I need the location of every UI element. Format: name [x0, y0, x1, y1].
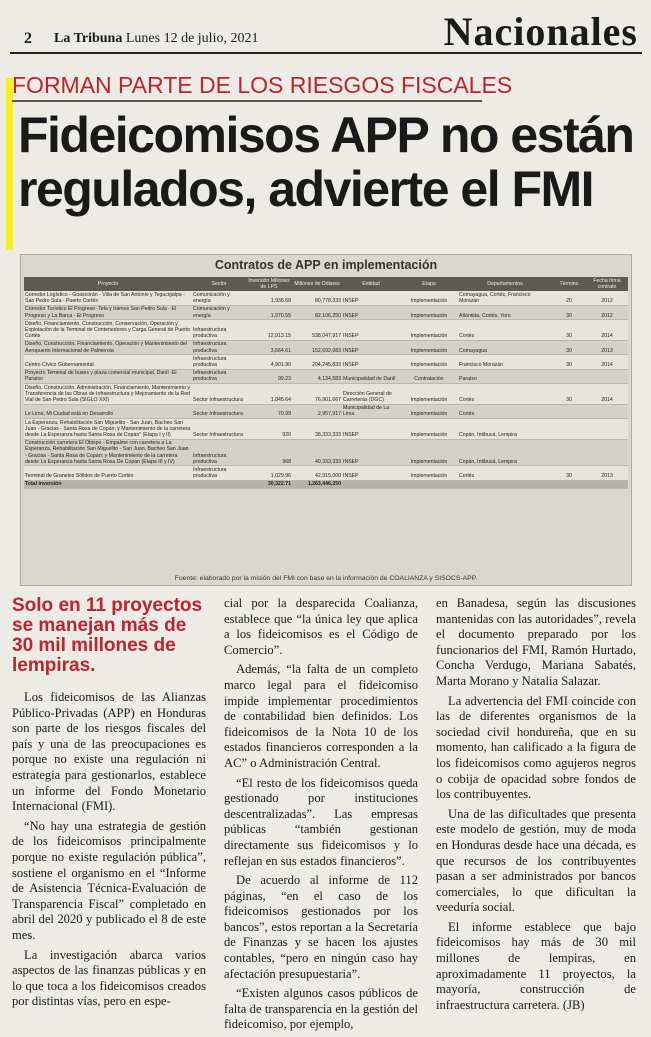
- article-paragraph: De acuerdo al informe de 112 páginas, “en el caso de los fideicomisos gestionados por los bancos”, estos reportan a la Secretaría de Finanzas y se hacen los ajustes contables, “pero en ningún caso hay afectación presupuestaria”.: [224, 873, 418, 981]
- table-cell: Implementación: [400, 404, 458, 418]
- table-cell: Diseño, Construcción, Financiamiento, Operación y Mantenimiento del Aeropuerto Internacional de Palmerola: [24, 340, 192, 354]
- table-cell: La Esperanza, Rehabilitación San Miguelito - San Juan, Bacheo San Juan - Gracias - Santa Rosa de Copán; y Mantenimiento de la carretera desde La Esperanza hasta Santa Rosa de Copán" (Etapa I y II): [25, 419, 191, 438]
- table-cell: 30: [552, 305, 586, 319]
- table-cell: INSEP: [342, 305, 400, 319]
- table-cell: 920: [246, 419, 292, 440]
- table-header-row: [24, 277, 628, 291]
- table-cell: Implementación: [400, 384, 458, 405]
- table-cell: 4,901.90: [246, 355, 292, 369]
- table-cell: 76,901,667: [292, 384, 342, 405]
- table-row: [24, 340, 628, 354]
- table-cell: Infraestructura productiva: [192, 369, 246, 383]
- table-cell: Implementación: [400, 291, 458, 305]
- table-cell: 1,845.64: [246, 384, 292, 405]
- article-subhead: Solo en 11 proyectos se manejan más de 30 mil millones de lempiras.: [12, 595, 203, 676]
- app-contracts-table: [20, 254, 632, 586]
- table-cell: INSEP: [342, 355, 400, 369]
- table-cell: 2,957,917: [292, 404, 342, 418]
- table-cell: 2012: [586, 305, 628, 319]
- table-row: [24, 419, 628, 440]
- table-cell: 12,913.15: [246, 320, 292, 341]
- table-cell: [552, 439, 586, 466]
- table-row: [24, 305, 628, 319]
- table-cell: Municipalidad de La Lima: [342, 404, 400, 418]
- table-cell: Infraestructura productiva: [192, 439, 246, 466]
- table-cell: 30,322.71: [246, 480, 292, 488]
- contracts-table: [24, 277, 628, 489]
- table-cell: Diseño, Financiamiento, Construcción, Conservación, Operación y Explotación de la Terminal de Contenedores y Carga General de Puerto Cortés: [25, 320, 191, 340]
- table-row: [24, 320, 628, 341]
- table-cell: 30: [552, 384, 586, 405]
- table-cell: [586, 439, 628, 466]
- article-paragraph: Una de las dificultades que presenta este modelo de gestión, muy de moda en Honduras desde hace una década, es que recursos de los contribuyentes pasan a ser administrados por bancos comerciales, lo que dificultan la veeduría social.: [436, 806, 636, 915]
- article-paragraph: La investigación abarca varios aspectos de las finanzas públicas y en lo que toca a los fideicomisos creados por distintas vías, pero en espe-: [12, 947, 206, 1009]
- masthead: [10, 8, 642, 54]
- table-cell: Comunicación y energía: [192, 291, 246, 305]
- table-cell: 30: [552, 355, 586, 369]
- table-cell: 2014: [586, 355, 628, 369]
- table-cell: INSEP: [342, 340, 400, 354]
- table-cell: Dirección General de Carreteras (DGC): [342, 384, 400, 405]
- table-cell: Comayagua: [458, 340, 552, 354]
- table-cell: Implementación: [400, 320, 458, 341]
- table-cell: INSEP: [342, 439, 400, 466]
- article-column-2: [224, 596, 418, 1037]
- table-cell: 3,664.61: [246, 340, 292, 354]
- table-cell: [586, 369, 628, 383]
- table-cell: Diseño, Construcción, Administración, Financiamiento, Mantenimiento y Transferencia de las Obras de Infraestructura y Mejoramiento de la Red Vial de San Pedro Sula (SIGLO XXI): [25, 384, 191, 403]
- table-cell: Municipalidad de Danlí: [342, 369, 400, 383]
- table-row: [24, 439, 628, 466]
- table-cell: Francisco Morazán: [458, 355, 552, 369]
- table-title: Contratos de APP en implementación: [214, 258, 438, 272]
- table-cell: [552, 480, 586, 488]
- issue-date: Lunes 12 de julio, 2021: [125, 31, 259, 46]
- table-cell: Corredor Logístico - Goascorán - Villa de San Antonio y Tegucigalpa - San Pedro Sula - Puerto Cortés: [24, 291, 192, 305]
- header-cell: Departamentos: [458, 277, 552, 291]
- paper-name: La Tribuna: [54, 31, 123, 46]
- article-paragraph: La advertencia del FMI coincide con las de diferentes organismos de la sociedad civil hondureña, que en su momento, han calificado a la figura de los fideicomisos como agujeros negros o cobija de opacidad sobre fondos de los contribuyentes.: [436, 693, 636, 802]
- table-cell: 1,029.96: [246, 466, 292, 480]
- page-number: 2: [24, 30, 32, 47]
- kicker: FORMAN PARTE DE LOS RIESGOS FISCALES: [12, 70, 482, 102]
- table-cell: Implementación: [400, 305, 458, 319]
- table-row: [24, 466, 628, 480]
- table-cell: [192, 480, 246, 488]
- article-paragraph: “El resto de los fideicomisos queda gestionado por instituciones descentralizadas”. Las empresas públicas “también gestionan directamente sus fideicomisos y lo reflejan en sus estados financieros”.: [224, 775, 418, 868]
- table-cell: [342, 480, 400, 488]
- table-cell: Infraestructura productiva: [192, 355, 246, 369]
- article-column-3: [436, 596, 636, 1017]
- article-paragraph: “No hay una estrategia de gestión de los fideicomisos principalmente porque no existe regulación pública”, sostiene el organismo en el “Informe de Asistencia Técnica-Evaluación de Transparencia Fiscal” completado en abril del 2020 y publicado el 8 de este mes.: [12, 818, 206, 942]
- table-source: Fuente: elaborado por la misión del FMI con base en la información de COALIANZA y SISOCS-APP.: [174, 575, 478, 582]
- table-cell: 2013: [586, 340, 628, 354]
- paper-date: [54, 31, 258, 47]
- table-cell: 152,692,083: [292, 340, 342, 354]
- table-cell: Sector Infraestructura: [192, 384, 246, 405]
- table-cell: [458, 480, 552, 488]
- table-cell: 538,047,917: [292, 320, 342, 341]
- table-cell: 1,970.55: [246, 305, 292, 319]
- table-cell: [400, 480, 458, 488]
- table-cell: [586, 419, 628, 440]
- highlight-bar: [6, 78, 13, 250]
- table-cell: Implementación: [400, 466, 458, 480]
- table-cell: Implementación: [400, 419, 458, 440]
- table-row: [24, 355, 628, 369]
- headline-line-1: Fideicomisos APP no están: [18, 107, 634, 163]
- table-cell: 2012: [586, 291, 628, 305]
- table-cell: INSEP: [342, 466, 400, 480]
- table-cell: Copán, Intibucá, Lempira: [458, 419, 552, 440]
- total-row: [24, 480, 628, 488]
- header-cell: Término: [552, 277, 586, 291]
- section-title: Nacionales: [443, 9, 638, 54]
- table-row: [24, 404, 628, 418]
- table-cell: 70.99: [246, 404, 292, 418]
- table-cell: Infraestructura productiva: [192, 320, 246, 341]
- table-cell: Infraestructura productiva: [192, 466, 246, 480]
- article-paragraph: El informe establece que bajo fideicomisos hay más de 30 mil millones de lempiras, en aproximadamente 11 proyectos, la mayoría, construcción de infraestructura carretera. (JB): [436, 919, 636, 1012]
- article-paragraph: en Banadesa, según las discusiones mantenidas con las autoridades”, revela el documento preparado por los funcionarios del FMI, Ramón Hurtado, Concha Verdugo, Mariana Sabatés, Marta Morano y Natalia Salazar.: [436, 596, 636, 688]
- table-cell: 20: [552, 291, 586, 305]
- table-cell: Cortés: [458, 404, 552, 418]
- article-paragraph: Además, “la falta de un completo marco legal para el fideicomiso impide implementar procedimientos de contabilidad bien definidos. Los fideicomisos de la Nota 10 de los estados financieros corresponden a la AC” o Administración Central.: [224, 662, 418, 770]
- table-cell: 99.23: [246, 369, 292, 383]
- table-cell: 40,333,333: [292, 439, 342, 466]
- table-cell: 80,778,333: [292, 291, 342, 305]
- table-cell: [586, 480, 628, 488]
- table-cell: Comunicación y energía: [192, 305, 246, 319]
- header-cell: Sector: [192, 277, 246, 291]
- header-cell: Millones de Dólares: [292, 277, 342, 291]
- table-cell: 42,915,000: [292, 466, 342, 480]
- header-cell: Entidad: [342, 277, 400, 291]
- article-column-1: [12, 596, 206, 1014]
- table-cell: 1,938.68: [246, 291, 292, 305]
- table-cell: Infraestructura productiva: [192, 340, 246, 354]
- table-cell: Total inversión: [24, 480, 192, 488]
- table-row: [24, 384, 628, 405]
- table-cell: Terminal de Graneles Sólidos de Puerto Cortés: [24, 466, 192, 480]
- table-cell: Implementación: [400, 355, 458, 369]
- table-cell: 1,263,446,250: [292, 480, 342, 488]
- table-cell: Comayagua, Cortés, Francisco Morazán: [458, 291, 552, 305]
- table-cell: 30: [552, 340, 586, 354]
- table-cell: Cortés: [458, 320, 552, 341]
- table-cell: 2014: [586, 384, 628, 405]
- table-row: [24, 369, 628, 383]
- headline: [18, 108, 644, 216]
- table-row: [24, 291, 628, 305]
- table-cell: 30: [552, 320, 586, 341]
- table-cell: Sector Infraestructura: [192, 419, 246, 440]
- header-cell: Inversión Millones de LPS: [246, 277, 292, 291]
- header-cell: Etapa: [400, 277, 458, 291]
- table-cell: INSEP: [342, 320, 400, 341]
- table-cell: 30: [552, 466, 586, 480]
- table-cell: Sector Infraestructura: [192, 404, 246, 418]
- table-cell: 204,245,833: [292, 355, 342, 369]
- headline-line-2: regulados, advierte el FMI: [18, 161, 594, 217]
- table-cell: 82,106,250: [292, 305, 342, 319]
- article-paragraph: Los fideicomisos de las Alianzas Público-Privadas (APP) en Honduras son parte de los riesgos fiscales del país y una de las preocupaciones es porque no existe una regulación ni estrategia para gestionarlos, establece un informe del Fondo Monetario Internacional (FMI).: [12, 690, 206, 814]
- header-cell: Proyecto: [24, 277, 192, 291]
- table-cell: 38,333,333: [292, 419, 342, 440]
- article-paragraph: “Existen algunos casos públicos de falta de transparencia en la gestión del fideicomiso, por ejemplo,: [224, 986, 418, 1032]
- table-cell: [586, 404, 628, 418]
- table-cell: Construcción carretera El Obispo - Empalme con carretera a La Esperanza, Rehabilitación San Miguelito - San Juan, Bacheo San Juan - Gracias - Santa Rosa de Copán; y Mantenimiento de la carretera desde La Esperanza hasta Santa Rosa De Copán (Etapa III y IV): [24, 439, 192, 466]
- table-cell: Cortés: [458, 466, 552, 480]
- table-cell: 2013: [586, 466, 628, 480]
- table-cell: Implementación: [400, 340, 458, 354]
- table-cell: [552, 419, 586, 440]
- table-cell: 4,134,583: [292, 369, 342, 383]
- table-cell: Le Lima, Mi Ciudad está en Desarrollo: [24, 404, 192, 418]
- table-cell: Contratación: [400, 369, 458, 383]
- table-cell: Proyecto Terminal de buses y plaza comercial municipal, Danlí -El Paraíso: [24, 369, 192, 383]
- table-cell: Paraíso: [458, 369, 552, 383]
- table-cell: Centro Cívico Gubernamental: [24, 355, 192, 369]
- table-cell: [552, 369, 586, 383]
- table-cell: 2014: [586, 320, 628, 341]
- article-paragraph: cial por la desparecida Coalianza, establece que “la única ley que aplica a los fideicomisos es el Código de Comercio”.: [224, 596, 418, 657]
- table-cell: Atlántida, Cortés, Yoro: [458, 305, 552, 319]
- table-cell: 968: [246, 439, 292, 466]
- table-cell: INSEP: [342, 419, 400, 440]
- table-cell: INSEP: [342, 291, 400, 305]
- table-cell: [552, 404, 586, 418]
- table-cell: Corredor Turístico El Progreso -Tela y tramos San Pedro Sula - El Progreso y La Barca - El Progreso: [24, 305, 192, 319]
- table-cell: Copán, Intibucá, Lempira: [458, 439, 552, 466]
- header-cell: Fecha firma contrato: [586, 277, 628, 291]
- table-cell: Cortés: [458, 384, 552, 405]
- table-cell: Implementación: [400, 439, 458, 466]
